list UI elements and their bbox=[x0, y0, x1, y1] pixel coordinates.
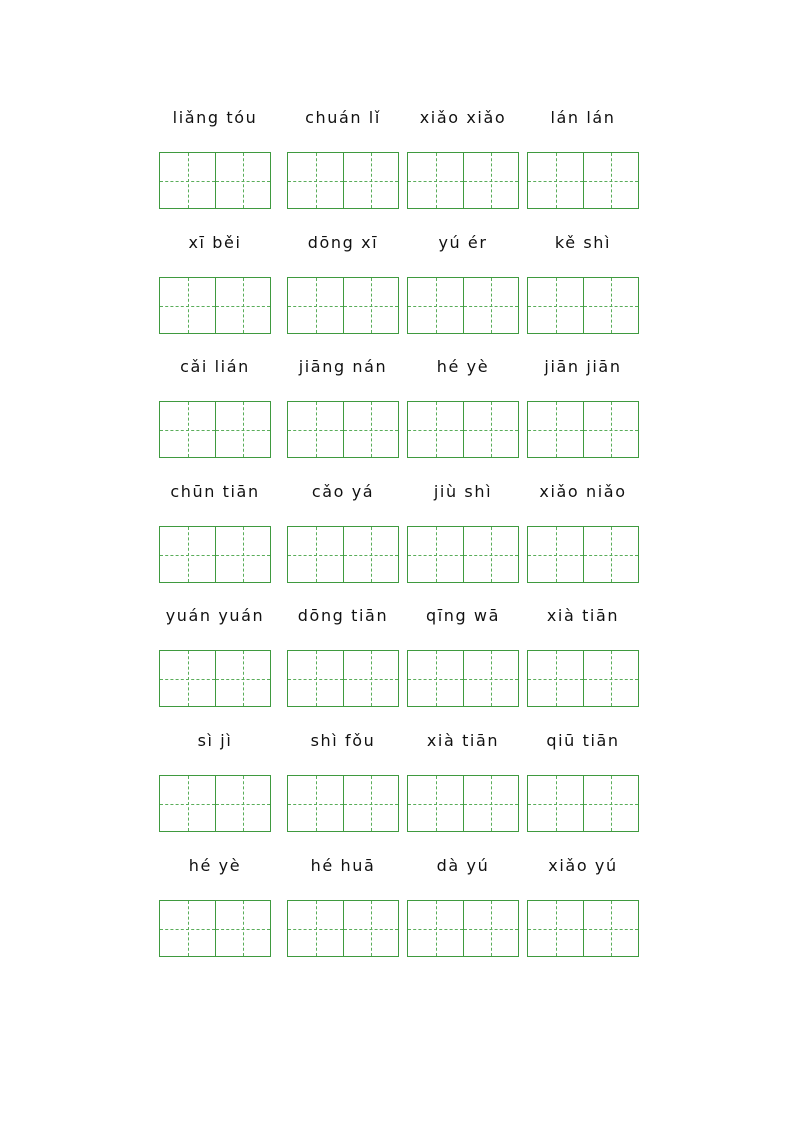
pinyin-label: dōng tiān bbox=[297, 606, 389, 625]
pinyin-label: xī běi bbox=[188, 233, 242, 252]
tian-zi-cell[interactable] bbox=[215, 153, 270, 208]
tian-zi-cell[interactable] bbox=[408, 527, 463, 582]
pinyin-label: qīng wā bbox=[425, 606, 501, 625]
writing-grid bbox=[527, 900, 639, 957]
tian-zi-cell[interactable] bbox=[528, 527, 583, 582]
tian-zi-cell[interactable] bbox=[288, 527, 343, 582]
tian-zi-cell[interactable] bbox=[215, 402, 270, 457]
writing-grid bbox=[407, 277, 519, 334]
pinyin-label: dà yú bbox=[436, 856, 490, 875]
writing-grid bbox=[159, 401, 271, 458]
tian-zi-cell[interactable] bbox=[160, 776, 215, 831]
tian-zi-cell[interactable] bbox=[343, 402, 398, 457]
tian-zi-cell[interactable] bbox=[408, 402, 463, 457]
writing-grid bbox=[407, 526, 519, 583]
tian-zi-cell[interactable] bbox=[528, 776, 583, 831]
writing-grid bbox=[159, 526, 271, 583]
tian-zi-cell[interactable] bbox=[528, 901, 583, 956]
pinyin-label: cǎo yá bbox=[311, 482, 375, 501]
pinyin-label: yuán yuán bbox=[165, 606, 265, 625]
writing-grid bbox=[407, 900, 519, 957]
writing-grid bbox=[287, 526, 399, 583]
tian-zi-cell[interactable] bbox=[215, 901, 270, 956]
tian-zi-cell[interactable] bbox=[583, 901, 638, 956]
tian-zi-cell[interactable] bbox=[215, 651, 270, 706]
pinyin-label: kě shì bbox=[554, 233, 612, 252]
writing-grid bbox=[287, 277, 399, 334]
tian-zi-cell[interactable] bbox=[215, 527, 270, 582]
pinyin-label: liǎng tóu bbox=[172, 108, 258, 127]
pinyin-label: jiān jiān bbox=[544, 357, 622, 376]
tian-zi-cell[interactable] bbox=[343, 278, 398, 333]
pinyin-label: xiǎo yú bbox=[548, 856, 618, 875]
tian-zi-cell[interactable] bbox=[528, 402, 583, 457]
pinyin-label: xià tiān bbox=[426, 731, 500, 750]
pinyin-label: hé yè bbox=[188, 856, 242, 875]
pinyin-label: qiū tiān bbox=[546, 731, 620, 750]
pinyin-label: hé yè bbox=[436, 357, 490, 376]
tian-zi-cell[interactable] bbox=[528, 651, 583, 706]
writing-grid bbox=[527, 526, 639, 583]
tian-zi-cell[interactable] bbox=[343, 901, 398, 956]
pinyin-label: chūn tiān bbox=[170, 482, 260, 501]
tian-zi-cell[interactable] bbox=[408, 153, 463, 208]
writing-grid bbox=[159, 277, 271, 334]
writing-grid bbox=[407, 152, 519, 209]
tian-zi-cell[interactable] bbox=[343, 651, 398, 706]
tian-zi-cell[interactable] bbox=[463, 651, 518, 706]
tian-zi-cell[interactable] bbox=[528, 278, 583, 333]
tian-zi-cell[interactable] bbox=[160, 901, 215, 956]
pinyin-label: xiǎo xiǎo bbox=[419, 108, 507, 127]
pinyin-label: sì jì bbox=[197, 731, 233, 750]
tian-zi-cell[interactable] bbox=[463, 402, 518, 457]
tian-zi-cell[interactable] bbox=[288, 278, 343, 333]
pinyin-label: hé huā bbox=[310, 856, 376, 875]
tian-zi-cell[interactable] bbox=[215, 776, 270, 831]
tian-zi-cell[interactable] bbox=[343, 776, 398, 831]
tian-zi-cell[interactable] bbox=[583, 153, 638, 208]
pinyin-label: dōng xī bbox=[307, 233, 379, 252]
tian-zi-cell[interactable] bbox=[583, 527, 638, 582]
pinyin-label: jiāng nán bbox=[298, 357, 388, 376]
tian-zi-cell[interactable] bbox=[463, 901, 518, 956]
tian-zi-cell[interactable] bbox=[408, 651, 463, 706]
tian-zi-cell[interactable] bbox=[160, 651, 215, 706]
tian-zi-cell[interactable] bbox=[583, 402, 638, 457]
tian-zi-cell[interactable] bbox=[408, 776, 463, 831]
writing-grid bbox=[407, 401, 519, 458]
tian-zi-cell[interactable] bbox=[160, 278, 215, 333]
tian-zi-cell[interactable] bbox=[528, 153, 583, 208]
tian-zi-cell[interactable] bbox=[160, 402, 215, 457]
writing-grid bbox=[527, 650, 639, 707]
tian-zi-cell[interactable] bbox=[463, 278, 518, 333]
pinyin-label: chuán lǐ bbox=[305, 108, 381, 127]
writing-grid bbox=[287, 775, 399, 832]
writing-grid bbox=[527, 401, 639, 458]
pinyin-label: jiù shì bbox=[433, 482, 493, 501]
writing-grid bbox=[159, 775, 271, 832]
writing-grid bbox=[527, 277, 639, 334]
pinyin-label: yú ér bbox=[438, 233, 488, 252]
tian-zi-cell[interactable] bbox=[583, 278, 638, 333]
tian-zi-cell[interactable] bbox=[408, 278, 463, 333]
writing-grid bbox=[527, 152, 639, 209]
writing-grid bbox=[407, 775, 519, 832]
tian-zi-cell[interactable] bbox=[288, 153, 343, 208]
tian-zi-cell[interactable] bbox=[160, 153, 215, 208]
tian-zi-cell[interactable] bbox=[160, 527, 215, 582]
tian-zi-cell[interactable] bbox=[288, 402, 343, 457]
tian-zi-cell[interactable] bbox=[288, 901, 343, 956]
pinyin-label: xià tiān bbox=[546, 606, 620, 625]
writing-grid bbox=[527, 775, 639, 832]
pinyin-label: lán lán bbox=[550, 108, 616, 127]
tian-zi-cell[interactable] bbox=[463, 527, 518, 582]
writing-grid bbox=[287, 152, 399, 209]
tian-zi-cell[interactable] bbox=[463, 153, 518, 208]
tian-zi-cell[interactable] bbox=[583, 776, 638, 831]
writing-grid bbox=[407, 650, 519, 707]
pinyin-label: shì fǒu bbox=[310, 731, 376, 750]
tian-zi-cell[interactable] bbox=[408, 901, 463, 956]
tian-zi-cell[interactable] bbox=[288, 651, 343, 706]
writing-grid bbox=[287, 401, 399, 458]
tian-zi-cell[interactable] bbox=[343, 153, 398, 208]
writing-grid bbox=[159, 900, 271, 957]
tian-zi-cell[interactable] bbox=[288, 776, 343, 831]
writing-grid bbox=[287, 900, 399, 957]
tian-zi-cell[interactable] bbox=[343, 527, 398, 582]
writing-grid bbox=[159, 650, 271, 707]
tian-zi-cell[interactable] bbox=[463, 776, 518, 831]
pinyin-label: xiǎo niǎo bbox=[539, 482, 627, 501]
writing-grid bbox=[159, 152, 271, 209]
tian-zi-cell[interactable] bbox=[583, 651, 638, 706]
tian-zi-cell[interactable] bbox=[215, 278, 270, 333]
writing-grid bbox=[287, 650, 399, 707]
pinyin-label: cǎi lián bbox=[180, 357, 250, 376]
